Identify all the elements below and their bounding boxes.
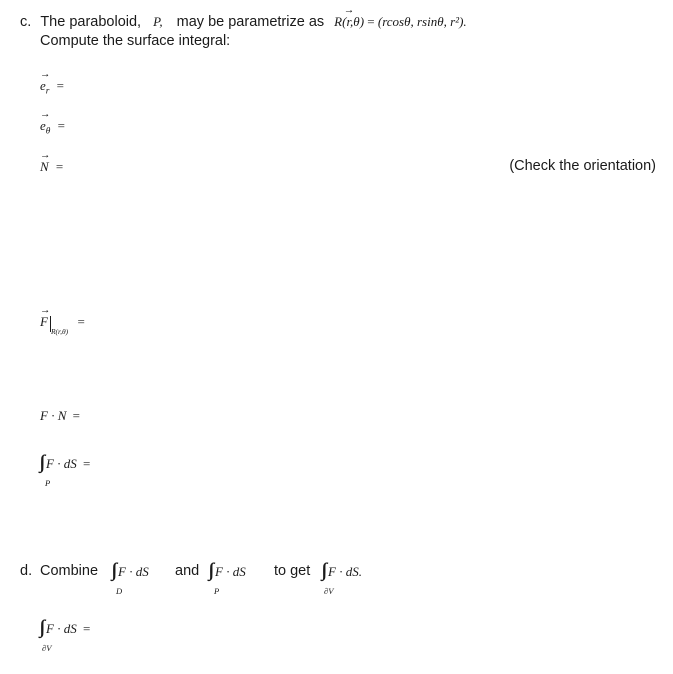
part-c-instruction: Compute the surface integral:: [40, 33, 231, 49]
part-d-label: d.: [20, 563, 33, 579]
e-theta-symbol: → e: [40, 118, 46, 134]
part-d-integral-p: [209, 560, 246, 582]
parametrization: [334, 14, 466, 29]
integral-p-integrand: F · dS: [46, 456, 77, 471]
part-d-and: and: [175, 563, 200, 579]
f-eval-equals: =: [77, 314, 85, 329]
param-rhs: (rcosθ, rsinθ, r²).: [377, 14, 467, 29]
integral-p-region: P: [45, 478, 51, 488]
e-theta-equals: =: [57, 118, 65, 133]
evaluation-point: R(r,θ): [50, 327, 69, 336]
part-d-integral-boundary: [322, 560, 362, 582]
f-symbol: → F: [40, 314, 48, 330]
row-final-integral: [40, 617, 90, 639]
row-f-dot-n: [40, 408, 80, 424]
region-p-label: P: [214, 586, 220, 596]
row-e-r: [40, 78, 65, 97]
part-d-integrand-final: F · dS.: [328, 564, 362, 579]
orientation-note: (Check the orientation): [509, 158, 656, 174]
part-d-integral-d: [112, 560, 149, 582]
row-normal: [40, 159, 63, 175]
final-integrand: F · dS: [46, 621, 77, 636]
final-equals: =: [82, 621, 91, 636]
part-c-intro: The paraboloid,: [40, 14, 142, 30]
part-d-integrand-p: F · dS: [215, 564, 246, 579]
f-dot-n-equals: =: [72, 408, 80, 423]
part-d-combine: Combine: [40, 563, 99, 579]
part-d-integrand-d: F · dS: [118, 564, 149, 579]
part-c-heading: [20, 14, 467, 30]
part-c-label: c.: [20, 14, 32, 30]
normal-symbol: → N: [40, 159, 49, 175]
region-d-label: D: [116, 586, 123, 596]
row-f-evaluated: [40, 314, 85, 336]
param-lhs: → R(r,θ): [334, 14, 364, 30]
surface-symbol: P,: [153, 14, 163, 29]
part-d-to-get: to get: [274, 563, 311, 579]
region-boundary-label: ∂V: [324, 586, 334, 596]
e-r-subscript: r: [45, 86, 50, 97]
param-eq: =: [367, 14, 375, 29]
e-r-equals: =: [56, 78, 65, 93]
integral-p-equals: =: [82, 456, 91, 471]
f-dot-n-expr: F · N: [40, 408, 67, 423]
row-e-theta: [40, 118, 65, 137]
e-r-symbol: → e: [40, 78, 46, 94]
final-region-label: ∂V: [42, 643, 52, 653]
row-integral-p: [40, 452, 90, 474]
e-theta-subscript: θ: [45, 126, 51, 137]
normal-equals: =: [55, 159, 64, 174]
part-c-intro2: may be parametrize as: [176, 14, 325, 30]
